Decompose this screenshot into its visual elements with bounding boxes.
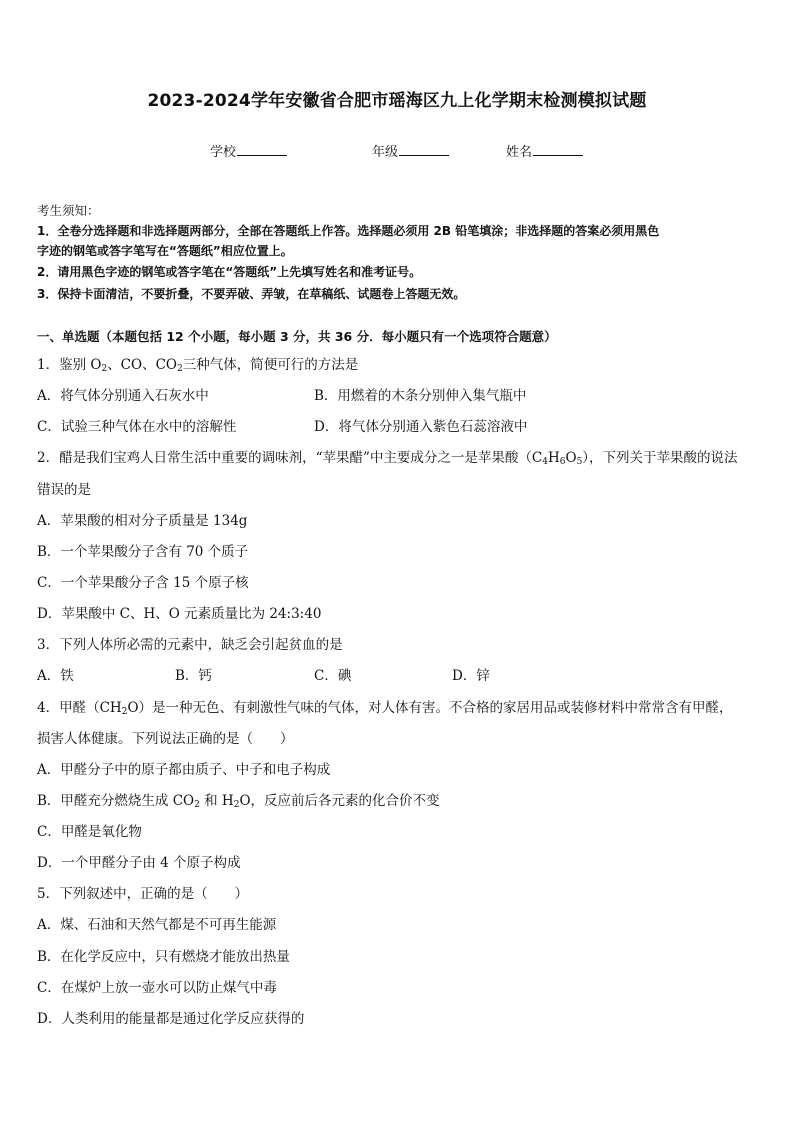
question-5-option-c: C．在煤炉上放一壶水可以防止煤气中毒 [37,980,277,996]
question-2-stem-line-2: 错误的是 [37,482,91,498]
notice-item-1 [37,221,757,241]
question-5-option-d: D．人类利用的能量都是通过化学反应获得的 [37,1011,305,1027]
school-field [210,141,287,160]
school-label: 学校 [210,145,237,160]
notice-item-3-text: 3．保持卡面清洁，不要折叠，不要弄破、弄皱，在草稿纸、试题卷上答题无效。 [37,287,466,301]
notice-item-2-text: 2．请用黑色字迹的钢笔或答字笔在“答题纸”上先填写姓名和准考证号。 [37,265,422,279]
question-3-option-a: A．铁 [37,668,74,684]
question-1-stem: 1．鉴别 $O_2$、CO、$CO_2$三种气体，简便可行的方法是 [37,357,359,374]
question-4-stem: 4．甲醛$(CH_2O)$是一种无色、有刺激性气味的气体，对人体有害。不合格的家居用品或装修材料中常常含有甲醛， [37,700,733,717]
question-1-option-a: A．将气体分别通入石灰水中 [37,388,209,404]
question-5-stem: 5．下列叙述中，正确的是（ ） [37,886,249,902]
question-2-option-a: A．苹果酸的相对分子质量是 134g [37,513,248,529]
question-3-stem: 3．下列人体所必需的元素中，缺乏会引起贫血的是 [37,637,343,653]
name-label: 姓名 [506,145,533,160]
notice-item-1-cont [37,241,757,261]
question-2-option-c: C．一个苹果酸分子含 15 个原子核 [37,575,249,591]
question-3-option-d: D．锌 [452,668,490,684]
notice-heading: 考生须知： [37,203,100,218]
question-4-stem-line-2: 损害人体健康。下列说法正确的是（ ） [37,731,294,747]
question-1-option-b: B．用燃着的木条分别伸入集气瓶中 [314,388,527,404]
question-1-option-d: D．将气体分别通入紫色石蕊溶液中 [314,419,528,435]
question-2-option-d: D．苹果酸中 C、H、O 元素质量比为 24:3:40 [37,606,322,622]
question-4-option-c: C．甲醛是氧化物 [37,824,142,840]
question-4-option-a: A．甲醛分子中的原子都由质子、中子和电子构成 [37,762,331,778]
exam-title: 2023-2024学年安徽省合肥市瑶海区九上化学期末检测模拟试题 [147,91,647,111]
name-blank [533,141,583,156]
question-3-option-c: C．碘 [314,668,352,684]
notice-item-1-line-1: 1．全卷分选择题和非选择题两部分，全部在答题纸上作答。选择题必须用 2B 铅笔填涂；非选择题的答案必须用黑色 [37,224,660,238]
student-info-row [0,141,794,161]
question-5-option-b: B．在化学反应中，只有燃烧才能放出热量 [37,949,290,965]
question-4-option-d: D．一个甲醛分子由 4 个原子构成 [37,855,241,871]
notice-item-3 [37,284,757,304]
question-2-stem: 2．醋是我们宝鸡人日常生活中重要的调味剂，“苹果醋”中主要成分之一是苹果酸$(C_4H_6O_5)$，下列关于苹果酸的说法 [37,450,738,467]
notice-item-1-line-2: 字迹的钢笔或答字笔写在“答题纸”相应位置上。 [37,244,293,258]
question-3-option-b: B．钙 [175,668,212,684]
question-1-option-c: C．试验三种气体在水中的溶解性 [37,419,237,435]
question-2-option-b: B．一个苹果酸分子含有 70 个质子 [37,544,249,560]
grade-blank [399,141,449,156]
grade-field [372,141,449,160]
grade-label: 年级 [372,145,399,160]
notice-item-2 [37,262,757,282]
school-blank [237,141,287,156]
question-5-option-a: A．煤、石油和天然气都是不可再生能源 [37,917,277,933]
question-4-option-b: B．甲醛充分燃烧生成 $CO_2$ 和 $H_2O$，反应前后各元素的化合价不变 [37,793,440,810]
section-heading: 一、单选题（本题包括 12 个小题，每小题 3 分，共 36 分．每小题只有一个选项符合题意） [37,329,557,344]
name-field [506,141,583,160]
